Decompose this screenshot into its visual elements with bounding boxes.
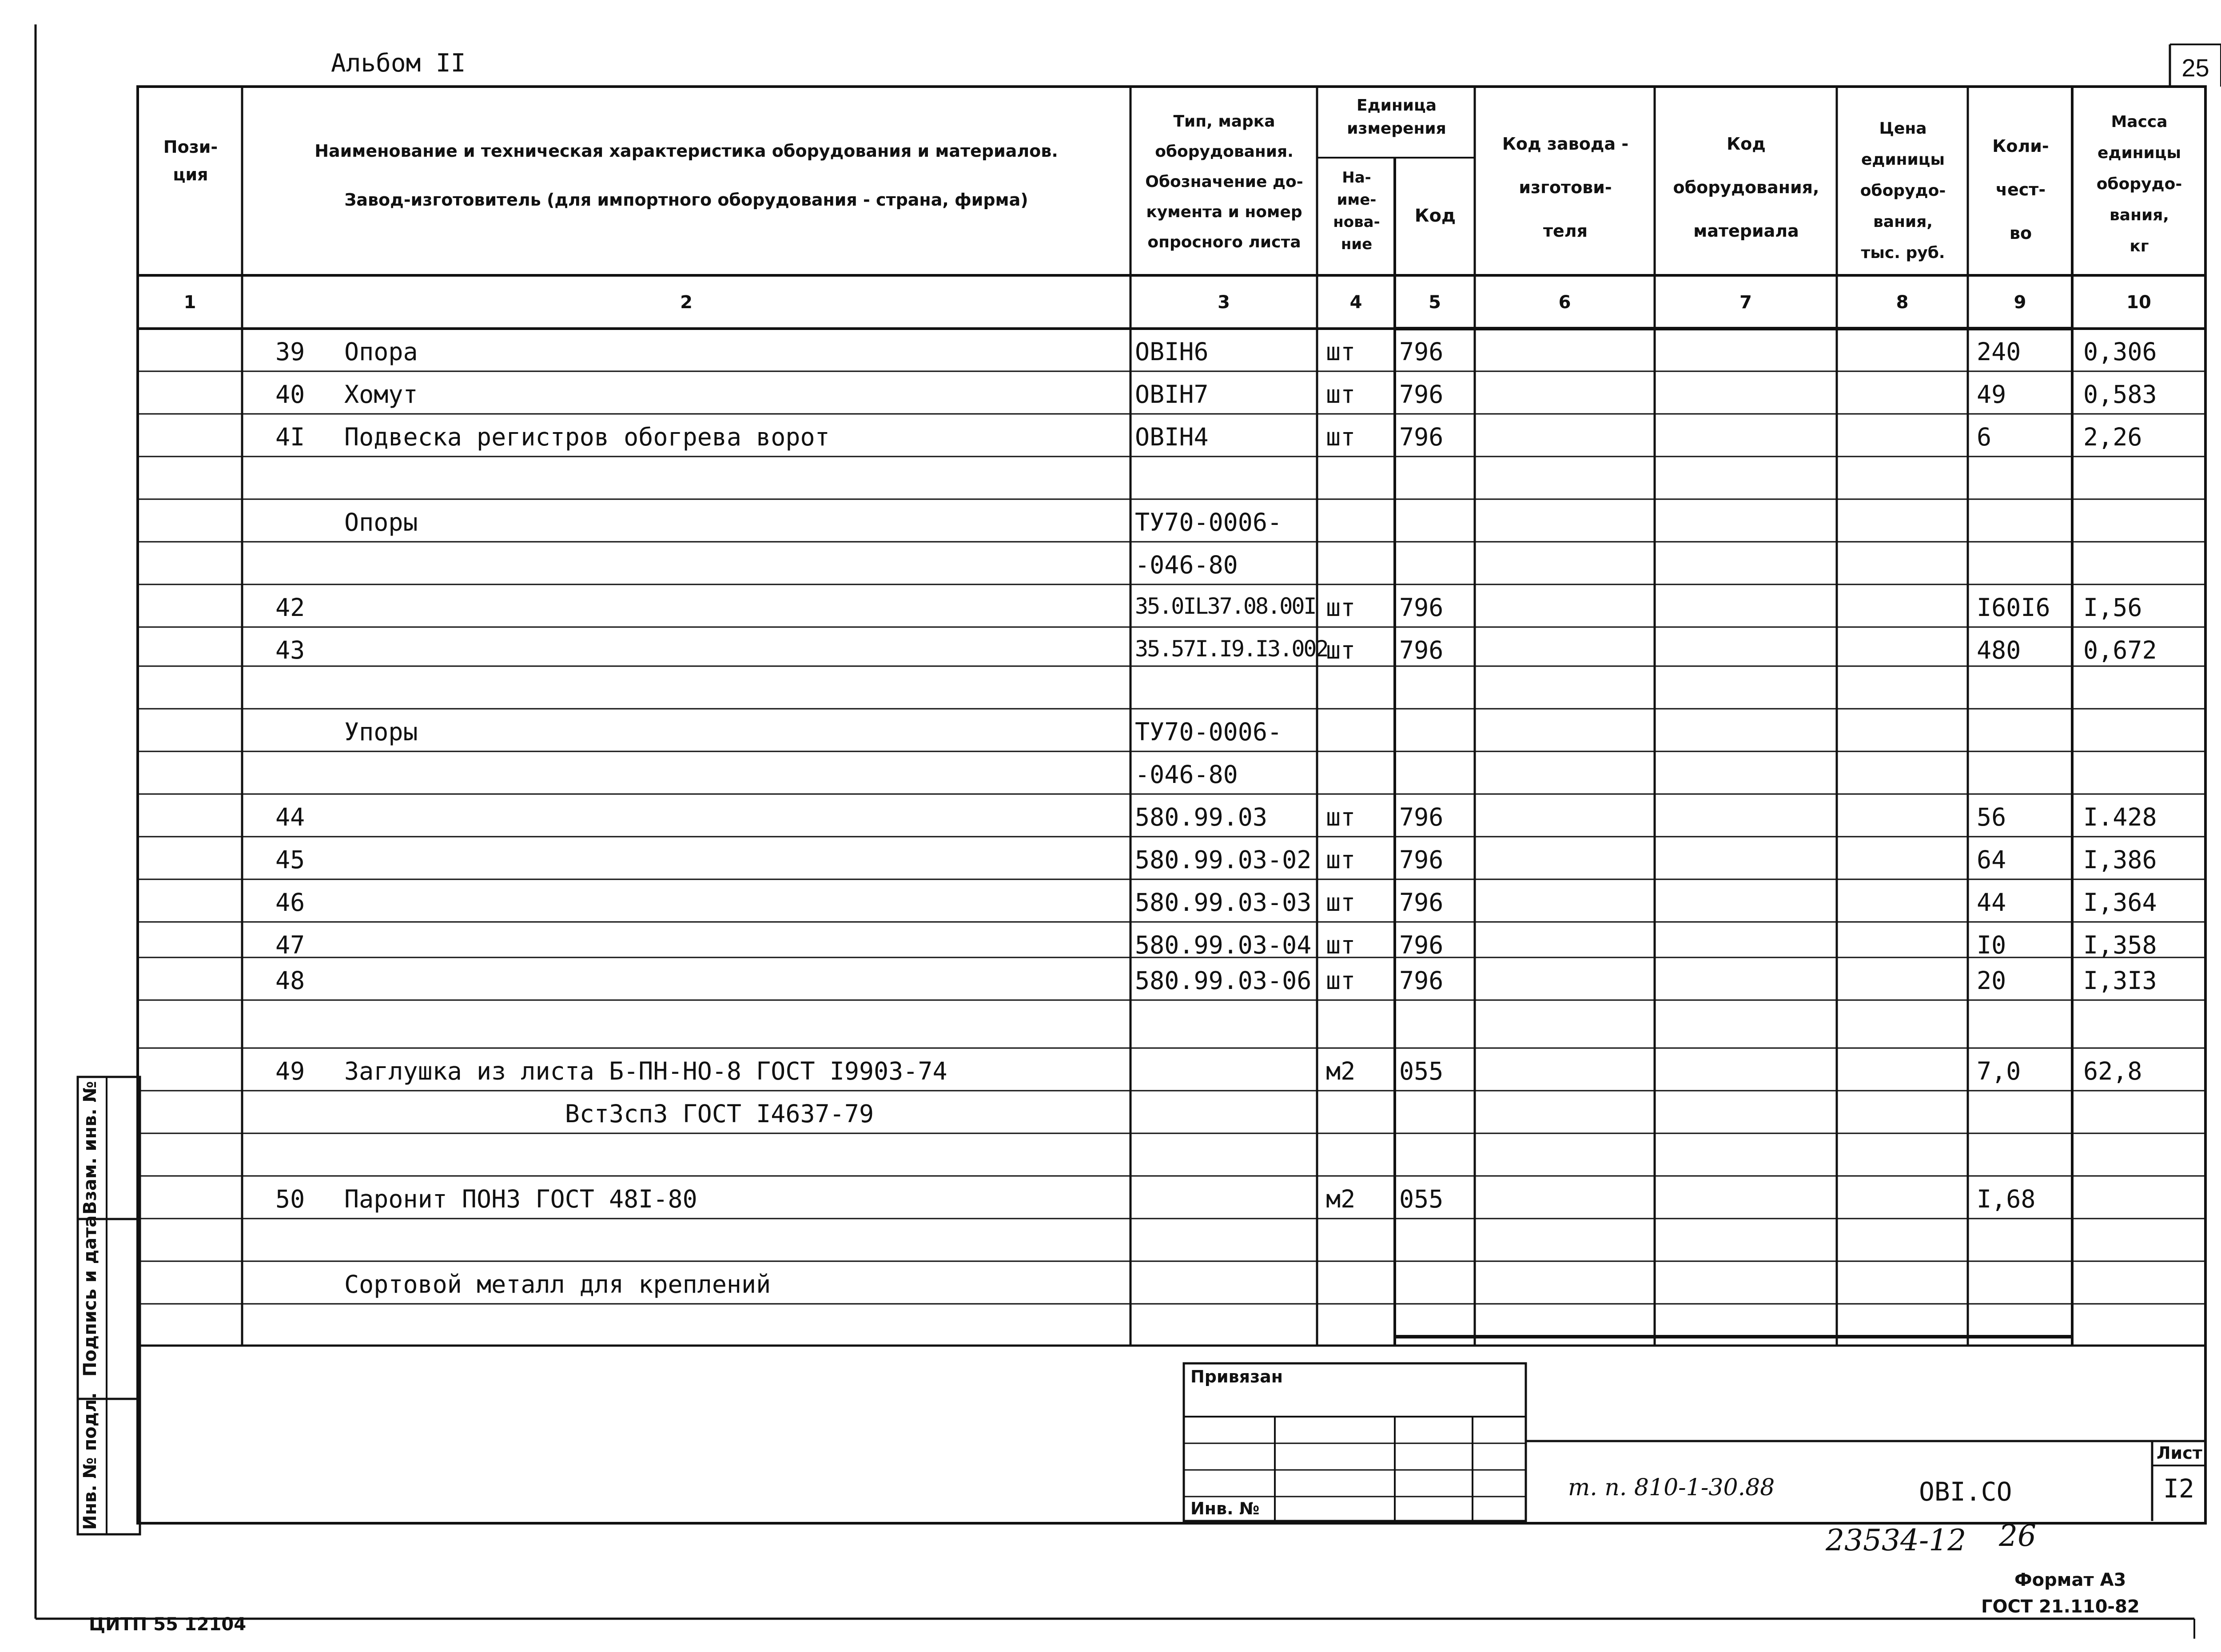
privyazan-label: Привязан <box>1190 1367 1283 1386</box>
header-type: Тип, марка оборудования. Обозначение до- кумента и номер опросного листа <box>1145 112 1303 251</box>
cell-mass: 62,8 <box>2083 1057 2142 1085</box>
cell-code: 055 <box>1399 1057 1444 1085</box>
column-number: 3 <box>1218 292 1230 313</box>
cell-unit: шт <box>1326 803 1356 831</box>
cell-type: -046-80 <box>1135 760 1238 789</box>
cell-name: Хомут <box>344 380 418 409</box>
header-unit-code: Код <box>1414 206 1456 226</box>
cell-code: 796 <box>1399 803 1444 831</box>
cell-quantity: 480 <box>1977 636 2021 664</box>
column-number: 8 <box>1896 292 1909 313</box>
sheet-number: I2 <box>2163 1473 2194 1504</box>
cell-mass: I,358 <box>2083 931 2157 959</box>
column-number: 7 <box>1739 292 1752 313</box>
cell-name: Заглушка из листа Б-ПН-НО-8 ГОСТ I9903-74 <box>344 1057 947 1085</box>
header-unit-name: На- име- нова- ние <box>1333 169 1380 253</box>
cell-type: ОВIН7 <box>1135 380 1209 409</box>
cell-type: ОВIН4 <box>1135 423 1209 451</box>
header-name: Наименование и техническая характеристика оборудования и материалов. Завод-изготовитель (для импортного оборудования - страна, фирма) <box>314 141 1058 210</box>
cell-quantity: I,68 <box>1977 1185 2036 1213</box>
cell-unit: шт <box>1326 966 1356 995</box>
cell-type: -046-80 <box>1135 551 1238 579</box>
header-factory-code: Код завода - изготови- теля <box>1502 134 1629 241</box>
cell-mass: 0,583 <box>2083 380 2157 409</box>
cell-position: 44 <box>275 803 305 831</box>
cell-code: 796 <box>1399 380 1444 409</box>
document-code: ОВI.СО <box>1919 1477 2012 1507</box>
cell-position: 45 <box>275 846 305 874</box>
cell-type: ТУ70-0006- <box>1135 718 1282 746</box>
cell-position: 4I <box>275 423 305 451</box>
cell-position: 42 <box>275 593 305 622</box>
cell-mass: I,3I3 <box>2083 966 2157 995</box>
cell-unit: м2 <box>1326 1057 1356 1085</box>
cell-quantity: 44 <box>1977 888 2006 917</box>
cell-mass: I,364 <box>2083 888 2157 917</box>
cell-type: 580.99.03-06 <box>1135 966 1312 995</box>
column-number: 6 <box>1558 292 1571 313</box>
header-equipment-code: Код оборудования, материала <box>1673 134 1819 241</box>
cell-unit: шт <box>1326 593 1356 622</box>
cell-name: ВстЗсп3 ГОСТ I4637-79 <box>344 1100 874 1128</box>
cell-position: 46 <box>275 888 305 917</box>
project-code: т. п. 810-1-30.88 <box>1568 1474 1775 1501</box>
cell-position: 39 <box>275 338 305 366</box>
album-title: Альбом II <box>331 49 466 78</box>
cell-name: Опоры <box>344 508 418 536</box>
cell-code: 796 <box>1399 931 1444 959</box>
cell-quantity: 6 <box>1977 423 1992 451</box>
cell-mass: 2,26 <box>2083 423 2142 451</box>
cell-name: Подвеска регистров обогрева ворот <box>344 423 830 451</box>
gost-label: ГОСТ 21.110-82 <box>1981 1596 2140 1617</box>
page-number: 25 <box>2181 54 2209 82</box>
header-price: Цена единицы оборудо- вания, тыс. руб. <box>1860 119 1946 262</box>
header-quantity: Коли- чест- во <box>1992 136 2049 243</box>
cell-code: 796 <box>1399 966 1444 995</box>
cell-unit: шт <box>1326 636 1356 664</box>
cell-mass: I,56 <box>2083 593 2142 622</box>
inv-no-label: Инв. № <box>1190 1499 1260 1518</box>
header-position: Пози- ция <box>163 137 218 184</box>
cell-code: 796 <box>1399 846 1444 874</box>
cell-unit: шт <box>1326 423 1356 451</box>
cell-quantity: 240 <box>1977 338 2021 366</box>
cell-name: Паронит ПОН3 ГОСТ 48I-80 <box>344 1185 697 1213</box>
cell-quantity: 7,0 <box>1977 1057 2021 1085</box>
cell-position: 43 <box>275 636 305 664</box>
cell-mass: 0,306 <box>2083 338 2157 366</box>
cell-unit: шт <box>1326 931 1356 959</box>
header-mass: Масса единицы оборудо- вания, кг <box>2096 113 2182 255</box>
header-unit-group: Единица измерения <box>1347 96 1446 138</box>
cell-unit: шт <box>1326 338 1356 366</box>
cell-type: 580.99.03-03 <box>1135 888 1312 917</box>
cell-name: Сортовой металл для креплений <box>344 1270 771 1299</box>
column-number: 1 <box>183 292 196 313</box>
side-stamp-podpis: Подпись и дата <box>80 1215 100 1377</box>
cell-position: 47 <box>275 931 305 959</box>
side-stamp-inv-podl: Инв. № подл. <box>80 1392 100 1530</box>
handwritten-number: 23534-12 <box>1826 1523 1966 1557</box>
column-number: 9 <box>2014 292 2026 313</box>
cell-quantity: 49 <box>1977 380 2006 409</box>
cell-quantity: I0 <box>1977 931 2006 959</box>
cell-position: 40 <box>275 380 305 409</box>
cell-type: 35.57I.I9.I3.002 <box>1135 636 1328 662</box>
cell-code: 796 <box>1399 338 1444 366</box>
cell-type: 580.99.03-02 <box>1135 846 1312 874</box>
cell-unit: шт <box>1326 846 1356 874</box>
cell-position: 48 <box>275 966 305 995</box>
column-number: 2 <box>680 292 693 313</box>
cell-quantity: 64 <box>1977 846 2006 874</box>
cell-unit: шт <box>1326 888 1356 917</box>
cell-mass: I,386 <box>2083 846 2157 874</box>
column-number: 10 <box>2126 292 2151 313</box>
cell-unit: шт <box>1326 380 1356 409</box>
cell-type: ОВIН6 <box>1135 338 1209 366</box>
cell-code: 796 <box>1399 423 1444 451</box>
cell-name: Опора <box>344 338 418 366</box>
cell-code: 796 <box>1399 888 1444 917</box>
cell-unit: м2 <box>1326 1185 1356 1213</box>
cell-position: 50 <box>275 1185 305 1213</box>
cell-type: 35.0IL37.08.00I <box>1135 593 1316 619</box>
handwritten-suffix: 26 <box>1999 1519 2036 1553</box>
column-number: 4 <box>1349 292 1362 313</box>
column-number: 5 <box>1429 292 1441 313</box>
cell-quantity: I60I6 <box>1977 593 2050 622</box>
org-stamp: ЦИТП 55 12104 <box>89 1614 247 1635</box>
cell-quantity: 20 <box>1977 966 2006 995</box>
cell-code: 796 <box>1399 593 1444 622</box>
cell-mass: 0,672 <box>2083 636 2157 664</box>
cell-code: 055 <box>1399 1185 1444 1213</box>
sheet-label: Лист <box>2157 1443 2202 1463</box>
cell-position: 49 <box>275 1057 305 1085</box>
format-label: Формат А3 <box>2014 1570 2126 1590</box>
cell-mass: I.428 <box>2083 803 2157 831</box>
cell-name: Упоры <box>344 718 418 746</box>
cell-type: ТУ70-0006- <box>1135 508 1282 536</box>
cell-code: 796 <box>1399 636 1444 664</box>
cell-type: 580.99.03-04 <box>1135 931 1312 959</box>
cell-type: 580.99.03 <box>1135 803 1268 831</box>
side-stamp-vzam: Взам. инв. № <box>80 1081 100 1215</box>
cell-quantity: 56 <box>1977 803 2006 831</box>
